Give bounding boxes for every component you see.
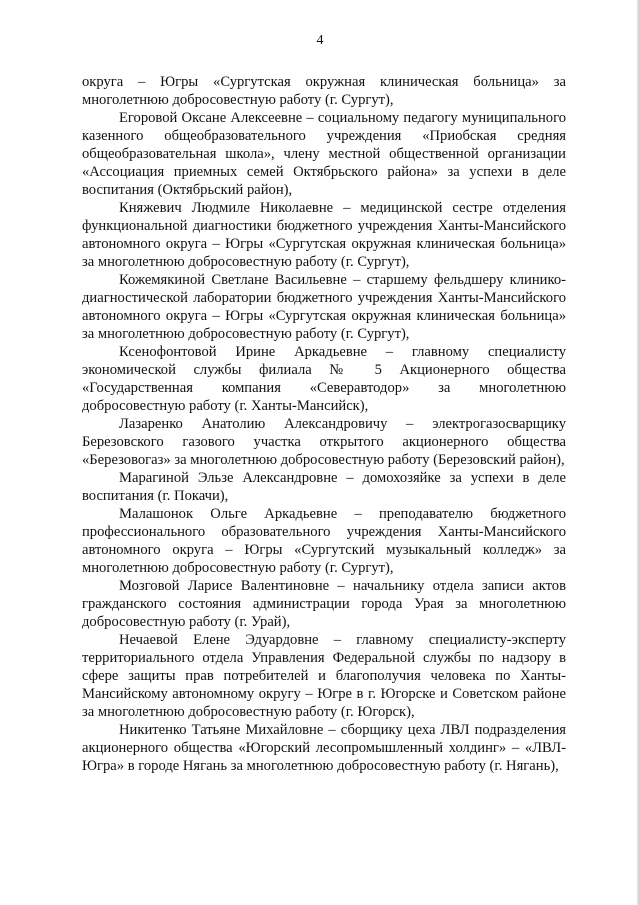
- award-entry-continued: округа – Югры «Сургутская окружная клиническая больница» за многолетнюю добросовестную работу (г. Сургут),: [82, 74, 566, 108]
- award-entry-egorova: Егоровой Оксане Алексеевне – социальному педагогу муниципального казенного общеобразовательного учреждения «Приобская средняя общеобразовательная школа», члену местной общественной организации «Ассоциация приемных семей Октябрьского района» за успехи в деле воспитания (Октябрьский район),: [82, 110, 566, 198]
- award-entry-malashonok: Малашонок Ольге Аркадьевне – преподавателю бюджетного профессионального образовательного учреждения Ханты-Мансийского автономного округа – Югры «Сургутский музыкальный колледж» за многолетнюю добросовестную работу (г. Сургут),: [82, 506, 566, 576]
- award-entry-mozgovaya: Мозговой Ларисе Валентиновне – начальнику отдела записи актов гражданского состояния администрации города Урая за многолетнюю добросовестную работу (г. Урай),: [82, 578, 566, 630]
- award-list: [82, 73, 566, 775]
- award-entry-maragina: Марагиной Эльзе Александровне – домохозяйке за успехи в деле воспитания (г. Покачи),: [82, 470, 566, 504]
- award-entry-ksenofontova: Ксенофонтовой Ирине Аркадьевне – главному специалисту экономической службы филиала № 5 Акционерного общества «Государственная компания «Северавтодор» за многолетнюю добросовестную работу (г. Ханты-Мансийск),: [82, 344, 566, 414]
- award-entry-nechaeva: Нечаевой Елене Эдуардовне – главному специалисту-эксперту территориального отдела Управления Федеральной службы по надзору в сфере защиты прав потребителей и благополучия человека по Ханты-Мансийскому автономному округу – Югре в г. Югорске и Советском районе за многолетнюю добросовестную работу (г. Югорск),: [82, 632, 566, 720]
- page-number: 4: [316, 33, 324, 48]
- award-entry-knyazhevich: Княжевич Людмиле Николаевне – медицинской сестре отделения функциональной диагностики бюджетного учреждения Ханты-Мансийского автономного округа – Югры «Сургутская окружная клиническая больница» за многолетнюю добросовестную работу (г. Сургут),: [82, 200, 566, 270]
- award-entry-nikitenko: Никитенко Татьяне Михайловне – сборщику цеха ЛВЛ подразделения акционерного общества «Югорский лесопромышленный холдинг» – «ЛВЛ-Югра» в городе Нягань за многолетнюю добросовестную работу (г. Нягань),: [82, 722, 566, 774]
- award-entry-kozhemyakina: Кожемякиной Светлане Васильевне – старшему фельдшеру клинико-диагностической лаборатории бюджетного учреждения Ханты-Мансийского автономного округа – Югры «Сургутская окружная клиническая больница» за многолетнюю добросовестную работу (г. Сургут),: [82, 272, 566, 342]
- award-entry-lazarenko: Лазаренко Анатолию Александровичу – электрогазосварщику Березовского газового участка открытого акционерного общества «Березовогаз» за многолетнюю добросовестную работу (Березовский район),: [82, 416, 566, 468]
